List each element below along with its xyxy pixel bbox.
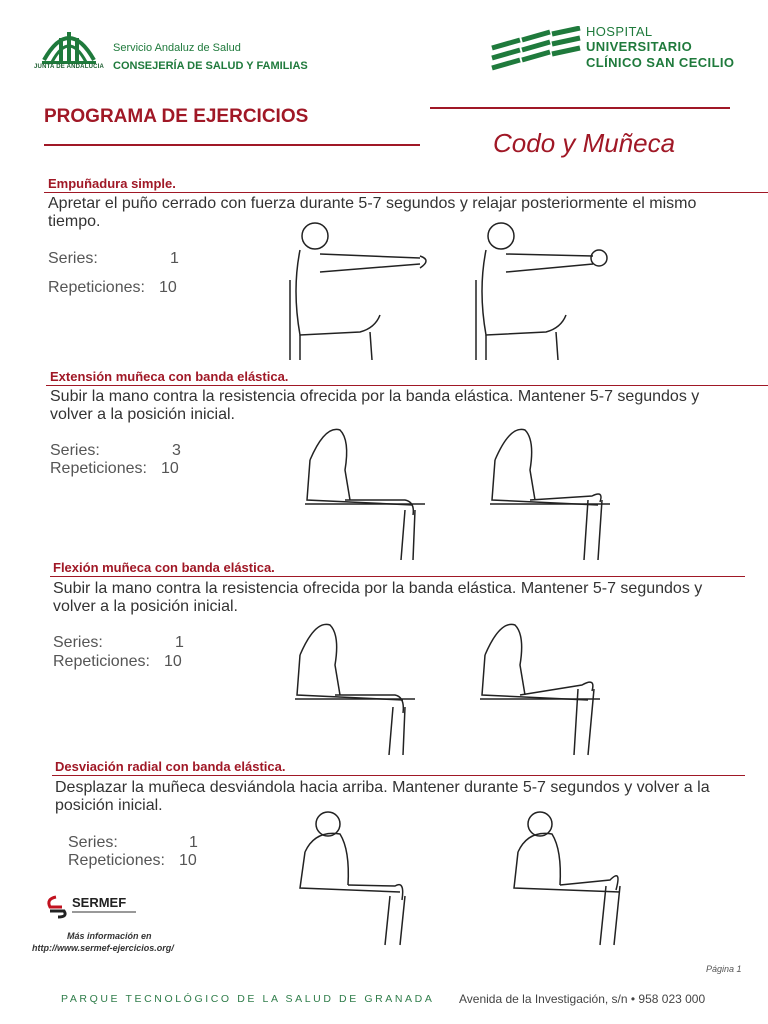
exercise-description: Subir la mano contra la resistencia ofrecida por la banda elástica. Mantener 5-7 segundos y volver a la posición inicial. — [50, 388, 700, 423]
exercise-illustration-end — [468, 220, 628, 365]
sermef-logo-text: SERMEF — [72, 895, 127, 910]
reps-value: 10 — [159, 279, 177, 296]
reps-label: Repeticiones: — [68, 852, 165, 869]
hospital-name-line3: CLÍNICO SAN CECILIO — [586, 55, 735, 70]
hospital-name-line2: UNIVERSITARIO — [586, 39, 693, 54]
series-label: Series: — [48, 250, 98, 267]
series-value: 1 — [170, 250, 179, 267]
subject-title: Codo y Muñeca — [493, 128, 676, 158]
exercise-description: Subir la mano contra la resistencia ofrecida por la banda elástica. Mantener 5-7 segundos y volver a la posición inicial. — [53, 580, 703, 615]
page-number: Página 1 — [706, 964, 742, 974]
reps-value: 10 — [164, 653, 182, 670]
title-divider-left — [44, 144, 420, 146]
exercise-divider — [52, 775, 745, 776]
hospital-name-line1: HOSPITAL — [586, 24, 653, 39]
series-label: Series: — [68, 834, 118, 851]
junta-de-andalucia-logo — [34, 22, 104, 80]
exercise-illustration-start — [280, 220, 440, 365]
exercise-title: Flexión muñeca con banda elástica. — [53, 560, 275, 575]
reps-value: 10 — [179, 852, 197, 869]
reps-value: 10 — [161, 460, 179, 477]
exercise-illustration-end — [480, 420, 620, 565]
program-title: PROGRAMA DE EJERCICIOS — [44, 106, 309, 127]
exercise-divider — [50, 576, 745, 577]
sas-name: Servicio Andaluz de Salud — [113, 42, 241, 54]
title-divider-right — [430, 107, 730, 109]
series-value: 1 — [189, 834, 198, 851]
footer-park-name: PARQUE TECNOLÓGICO DE LA SALUD DE GRANADA — [61, 993, 435, 1005]
exercise-illustration-start — [285, 615, 425, 760]
exercise-title: Empuñadura simple. — [48, 176, 176, 191]
series-label: Series: — [53, 634, 103, 651]
exercise-illustration-start — [295, 420, 435, 565]
reps-label: Repeticiones: — [48, 279, 145, 296]
more-info-label: Más información en — [67, 931, 152, 941]
exercise-divider — [46, 385, 768, 386]
footer-address: Avenida de la Investigación, s/n • 958 023 000 — [459, 992, 706, 1006]
exercise-illustration-end — [510, 810, 635, 950]
exercise-description: Apretar el puño cerrado con fuerza durante 5-7 segundos y relajar posteriormente el mismo tiempo. — [48, 195, 697, 230]
reps-label: Repeticiones: — [53, 653, 150, 670]
exercise-description: Desplazar la muñeca desviándola hacia arriba. Mantener durante 5-7 segundos y volver a la posición inicial. — [55, 779, 710, 814]
series-value: 1 — [175, 634, 184, 651]
exercise-illustration-start — [290, 810, 425, 950]
consejeria-name: CONSEJERÍA DE SALUD Y FAMILIAS — [113, 60, 308, 72]
series-label: Series: — [50, 442, 100, 459]
junta-caption: JUNTA DE ANDALUCIA — [34, 64, 105, 70]
sermef-link[interactable]: http://www.sermef-ejercicios.org/ — [32, 943, 174, 953]
sermef-logo — [42, 893, 172, 921]
hospital-logo-mark — [490, 26, 582, 74]
exercise-divider — [44, 192, 768, 193]
reps-label: Repeticiones: — [50, 460, 147, 477]
exercise-illustration-end — [470, 615, 610, 760]
series-value: 3 — [172, 442, 181, 459]
exercise-title: Extensión muñeca con banda elástica. — [50, 369, 289, 384]
exercise-title: Desviación radial con banda elástica. — [55, 759, 286, 774]
